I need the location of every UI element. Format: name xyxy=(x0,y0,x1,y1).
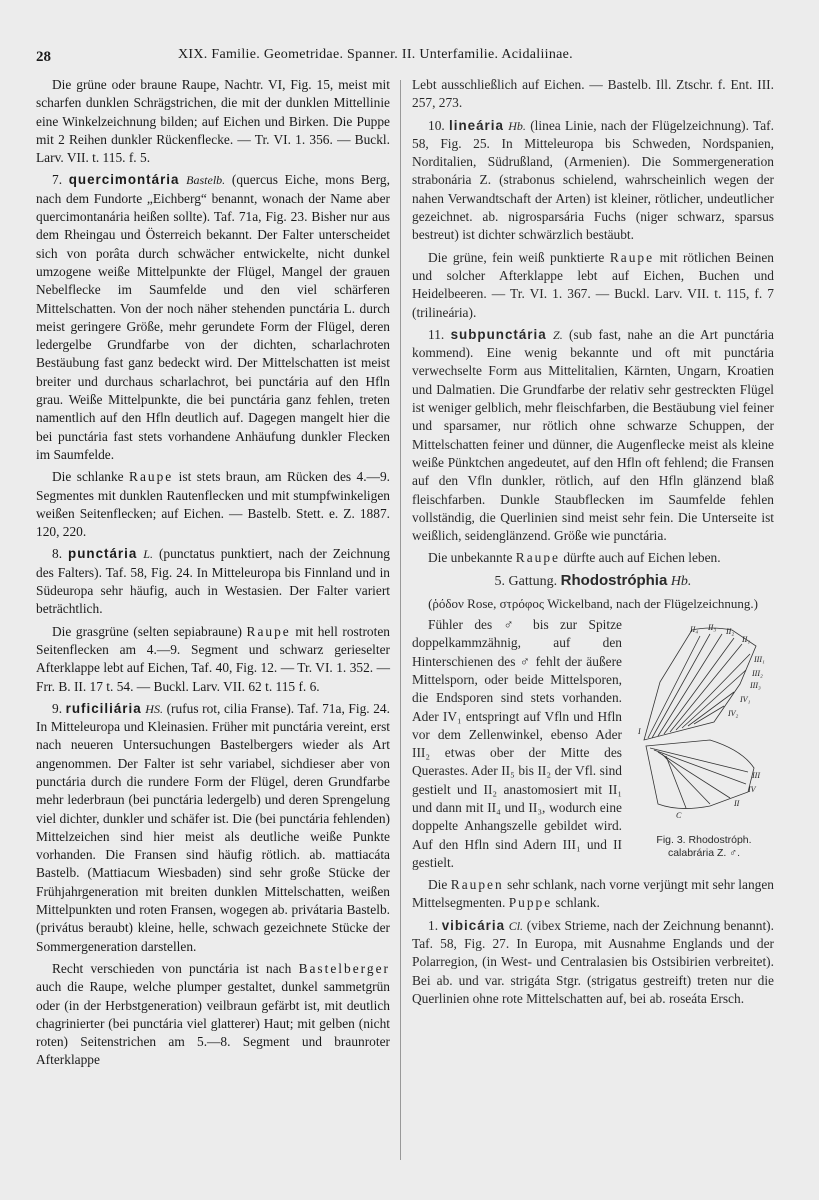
spaced-word: Bastelberger xyxy=(298,960,390,976)
species-name: lineária xyxy=(449,117,504,133)
species-text: (linea Linie, nach der Flügelzeichnung). Taf. 58, Fig. 25. In Mitteleuropa bis Schweden, Nordspanien, Norditalien, Südrußland, (Armenien). Die Sommergeneration strabonária Z. (strabonus schielend, wahrscheinlich wegen der nahen Verwandtschaft der Arten) ist kleiner, rötlicher, undeutlicher gezeichnet. ab. nigrosparsária Fuchs (niger schwarz, sparsus bestreut) ist dichter schwärzlich bestäubt. xyxy=(412,117,774,243)
spaced-word: Raupe xyxy=(246,623,291,639)
paragraph: Lebt ausschließlich auf Eichen. — Bastelb. Ill. Ztschr. f. Ent. III. 257, 273. xyxy=(412,77,774,111)
wing-venation-drawing xyxy=(630,622,778,832)
species-entry-1 xyxy=(412,917,774,1008)
species-entry-10 xyxy=(412,117,774,245)
right-column xyxy=(412,76,774,1012)
species-author: HS. xyxy=(145,701,163,716)
paragraph: Die unbekannte Raupe dürfte auch auf Eichen leben. xyxy=(428,550,721,566)
vein-label: II xyxy=(734,799,740,809)
genus-author: Hb. xyxy=(670,573,692,589)
vein-label: IV₁ xyxy=(740,695,751,705)
vein-label: IV₂ xyxy=(728,709,739,719)
species-author: Bastelb. xyxy=(186,173,226,188)
left-column xyxy=(36,76,390,1074)
vein-label: IV xyxy=(748,785,756,795)
species-text: (punctatus punktiert, nach der Zeichnung des Falters). Taf. 58, Fig. 24. In Mitteleuropa bis Finnland und in Südeuropa sehr häufig, auch in Westasien. Der Falter variert beträchtlich. xyxy=(36,546,390,617)
entry-number: 9. xyxy=(52,700,63,716)
paragraph: Die schlanke Raupe ist stets braun, am Rücken des 4.—9. Segmentes mit dunklen Rautenflecken und mit stumpfwinkeligen weißen Seitenflecken; auf Eichen. — Bastelb. Stett. e. Z. 1887. 120, 220. xyxy=(36,469,390,540)
vein-label: II₂ xyxy=(726,627,735,637)
running-title: XIX. Familie. Geometridae. Spanner. II. Unterfamilie. Acidaliinae. xyxy=(178,47,573,62)
vein-label: I xyxy=(638,727,641,737)
species-author: Z. xyxy=(553,327,563,342)
paragraph: Die Raupen sehr schlank, nach vorne verjüngt mit sehr langen Mittelsegmenten. Puppe schlank. xyxy=(412,877,774,911)
entry-number: 7. xyxy=(52,172,63,188)
entry-number: 8. xyxy=(52,546,63,562)
paragraph: Recht verschieden von punctária ist nach Bastelberger auch die Raupe, welche plumper gestaltet, dunkel sammetgrün oder (in der Herbstgeneration) veilbraun gefärbt ist, mit deutlich chagrinierter (bei punctária viel glatterer) Haut; mit gelben (nicht roten) Seitenstrichen am 5.—8. Segment und braunroter Afterklappe xyxy=(36,960,390,1068)
vein-label: II₃ xyxy=(708,623,717,633)
page-number: 28 xyxy=(36,49,51,65)
species-text: (quercus Eiche, mons Berg, nach dem Fundorte „Eichberg“ benannt, wonach der Name aber quercimontanária heißen sollte). Taf. 71a, Fig. 23. Bisher nur aus dem Rheingau und Österreich bekannt. Der Falter unterscheidet sich von porâta durch schwächer entwickelte, nicht dunkel umzogene weiße Mittelpunkte der Flügel, Mangel der grauen Nebelflecke im Saumfelde und den viel schärferen Mittelschatten. Von der noch näher stehenden punctária L. durch meist geringere Größe, mehr gerundete Form der Flügel, deren ledergelbe Grundfarbe von der dichten, scharlachroten Bestäubung fast ganz bedeckt wird. Der Mittelschatten ist meist breiter und durchaus scharlachrot, bei punctária auf den Hfln grau. Weiße Mittelpunkte, die bei punctária ganz fehlen, treten namentlich auf den Hfln deutlich auf. Dagegen mangelt hier die bei punctária fast stets vorhandene Anhäufung dunkler Flecken im Saumfelde. xyxy=(36,172,390,462)
species-author: Cl. xyxy=(508,918,524,933)
genus-name: Rhodostróphia xyxy=(560,571,668,589)
species-author: Hb. xyxy=(508,118,526,133)
species-name: quercimontária xyxy=(68,172,180,188)
species-text: (sub fast, nahe an die Art punctária kommend). Eine wenig bekannte und oft mit punctária verwechselte Form aus Mittelitalien, Kärnten, Ungarn, Kroatien und Dalmatien. Die Grundfarbe der relativ sehr gestreckten Flügel ist weniger gelblich, mehr fleischfarben, die Bestäubung viel feiner und sparsamer, nur rötlich ohne schwarze Schuppen, der Mittelschatten feiner und dünner, die Augenflecke meist als kleine weiße Pünktchen angedeutet, auf den Hfln oft fehlend; die Fransen auf den Vfln dunkler, rötlich, auf den Hfln glänzend blaß fleischfarben. Dunkle Staubflecken im Saumfelde fehlen vollständig, die Querlinien sind meist sehr fein. Die Unterseite ist weißlich, seidenglänzend. Größe wie punctária. xyxy=(412,326,774,544)
figure-caption: Fig. 3. Rhodostróph. calabrária Z. ♂. xyxy=(656,834,752,860)
genus-description: Fühler des ♂ bis zur Spitze doppelkammzähnig, auf den Hinterschienen des ♂ fehlt der äußere Mittelsporn, oder beide Mittelsporen, die Endsporen sind stets vorhanden. Ader IV₁ entspringt auf Vfln und Hfln vor dem Zellenwinkel, ebenso Ader III₂ etwas ober der Mitte des Querastes. Ader II₅ bis II₂ der Vfl. sind gestielt und II₂ anastomosiert mit II₁ und dann mit II₄ und II₃, wodurch eine doppelte Anhangszelle gebildet wird. Auf den Hfln sind Adern III₁ und II gestielt. xyxy=(412,617,622,870)
wing-venation-figure xyxy=(630,622,778,862)
vein-label: II₄ xyxy=(690,625,699,635)
paragraph: Die grüne oder braune Raupe, Nachtr. VI, Fig. 15, meist mit scharfen dunklen Schrägstrichen, die mit der dunklen Mittellinie eine Winkelzeichnung bilden; auf Eichen und Birken. Die Puppe mit 2 Reihen dunkler Rückenflecke. — Tr. VI. 1. 356. — Buckl. Larv. VII. t. 115. f. 5. xyxy=(36,77,390,166)
paragraph: Die grüne, fein weiß punktierte Raupe mit rötlichen Beinen und solcher Afterklappe lebt auf Eichen, Buchen und Heidelbeeren. — Tr. VI. 1. 367. — Buckl. Larv. VII. t. 115, f. 7 (trilineária). xyxy=(412,249,774,320)
vein-label: C xyxy=(676,811,682,821)
column-divider xyxy=(400,80,401,1160)
vein-label: III₂ xyxy=(752,669,763,679)
entry-number: 10. xyxy=(428,117,445,133)
species-author: L. xyxy=(143,547,153,562)
vein-label: III₃ xyxy=(750,681,761,691)
species-entry-7 xyxy=(36,171,390,464)
species-entry-8 xyxy=(36,545,390,618)
species-name: ruficiliária xyxy=(65,700,142,716)
species-name: subpunctária xyxy=(450,326,547,342)
spaced-word: Puppe xyxy=(508,895,553,911)
genus-etymology: (ῥόδον Rose, στρόφος Wickelband, nach der Flügelzeichnung.) xyxy=(428,596,758,612)
vein-label: III xyxy=(752,771,760,781)
entry-number: 1. xyxy=(428,917,439,933)
genus-number: 5. Gattung. xyxy=(494,573,558,589)
species-name: punctária xyxy=(68,546,138,562)
genus-heading xyxy=(412,572,774,591)
spaced-word: Raupen xyxy=(450,877,504,893)
entry-number: 11. xyxy=(428,326,445,342)
species-entry-11 xyxy=(412,326,774,546)
species-text: (rufus rot, cilia Franse). Taf. 71a, Fig. 24. In Mitteleuropa und Kleinasien. Früher mit punctária vereint, erst nach neueren Untersuchungen Bastelbergers wieder als Art angenommen. Der Falter ist sehr variabel, sichdieser aber von punctária durch die rundere Form der Flügel, deren Grundfarbe mehr lederbraun (bei punctária ledergelb) und deren Sprengelung viel dichter, dunkler und schäfer ist. Die (bei punctária fehlenden) Mittelzeichen sind hier meist als deutliche weiße Punkte vorhanden. Die Fransen sind häufig rötlich. ab. mattiacáta Bastelb. (Mattiacum Wiesbaden) sind sehr große Stücke der Frühjahrgeneration mit breiten dunklen Mittelschatten, weißen Mittelpunkten und roten Fransen, wogegen ab. privátaria Bastelb. (privátus beraubt) kleine, helle, schwach gezeichnete Stücke der Sommergeneration darstellen. xyxy=(36,700,390,954)
vein-label: II₁ xyxy=(742,635,751,645)
species-name: vibicária xyxy=(441,917,506,933)
spaced-word: Raupe xyxy=(129,469,174,485)
paragraph: Die grasgrüne (selten sepiabraune) Raupe mit hell rostroten Seitenflecken am 4.—9. Segment und schwarz gerieselter Afterklappe lebt auf Eichen, Taf. 40, Fig. 12. — Tr. VI. 1. 352. — Frr. B. II. 17 t. 54. — Buckl. Larv. VII. 62 t. 115 f. 6. xyxy=(36,623,390,694)
spaced-word: Raupe xyxy=(515,550,560,566)
species-entry-9 xyxy=(36,700,390,956)
spaced-word: Raupe xyxy=(609,249,655,265)
species-text: (vibex Strieme, nach der Zeichnung benannt). Taf. 58, Fig. 27. In Europa, mit Ausnahme Englands und der Polarregion, (in West- und Centralasien bis Ostsibirien verbreitet). Bei ab. und var. strigáta Stgr. (strigatus gestreift) treten nur die Querlinien ohne rote Mittelschatten auf, bei ab. roseáta Ersch. xyxy=(412,917,774,1006)
vein-label: III₁ xyxy=(754,655,765,665)
